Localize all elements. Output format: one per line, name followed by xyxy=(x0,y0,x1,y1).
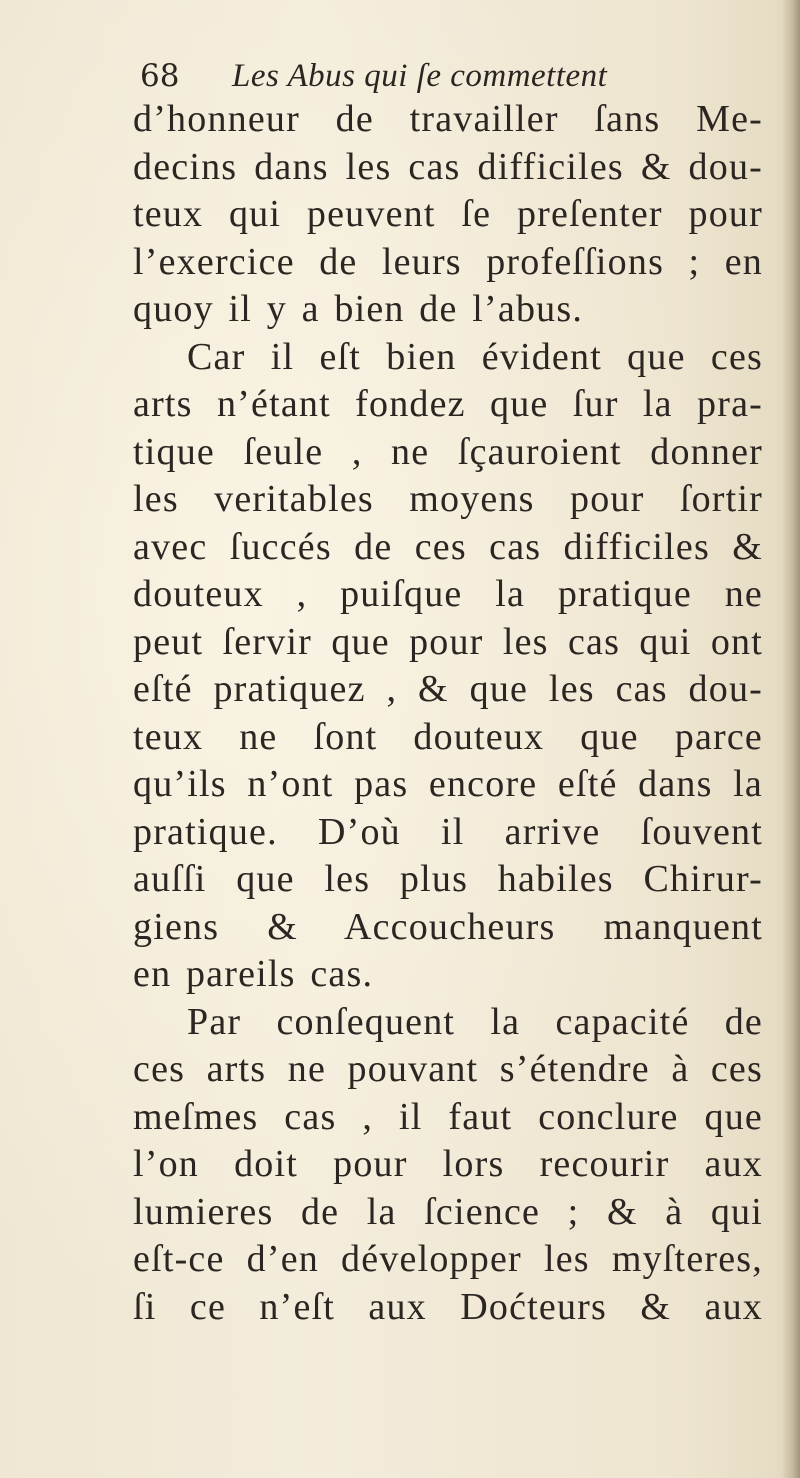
text-line: Par conſequent la capacité de xyxy=(187,1000,763,1043)
body-text xyxy=(133,96,763,1331)
text-line: lumieres de la ſcience ; & à qui xyxy=(133,1190,763,1233)
text-line: douteux , puiſque la pratique ne xyxy=(133,573,763,615)
text-line: d’honneur de travailler ſans Me- xyxy=(133,98,763,140)
running-title: Les Abus qui ſe commettent xyxy=(232,58,608,94)
text-line: arts n’étant fondez que ſur la pra- xyxy=(133,383,763,425)
text-line: ces arts ne pouvant s’étendre à ces xyxy=(133,1048,763,1090)
text-line: l’on doit pour lors recourir aux xyxy=(133,1143,763,1185)
text-line: peut ſervir que pour les cas qui ont xyxy=(133,620,763,663)
text-line: en pareils cas. xyxy=(133,953,374,995)
text-line: pratique. D’où il arrive ſouvent xyxy=(133,810,763,853)
text-line: eſté pratiquez , & que les cas dou- xyxy=(133,668,763,710)
text-line: Car il eſt bien évident que ces xyxy=(187,335,763,378)
text-line: meſmes cas , il faut conclure que xyxy=(133,1095,763,1138)
text-line: tique ſeule , ne ſçauroient donner xyxy=(133,430,763,473)
text-line: decins dans les cas difficiles & dou- xyxy=(133,145,763,188)
text-line: l’exercice de leurs profeſſions ; en xyxy=(133,240,763,283)
text-line: quoy il y a bien de l’abus. xyxy=(133,288,584,330)
text-line: teux qui peuvent ſe preſenter pour xyxy=(133,193,763,235)
text-line: auſſi que les plus habiles Chirur- xyxy=(133,858,763,900)
text-line: giens & Accoucheurs manquent xyxy=(133,905,763,948)
page-number: 68 xyxy=(140,58,180,94)
page-edge-shadow xyxy=(782,0,800,1478)
text-line: les veritables moyens pour ſortir xyxy=(133,478,763,520)
text-line: ſi ce n’eſt aux Doćteurs & aux xyxy=(133,1285,763,1328)
text-line: eſt-ce d’en développer les myſteres, xyxy=(133,1238,763,1280)
text-line: qu’ils n’ont pas encore eſté dans la xyxy=(133,763,763,805)
running-head xyxy=(140,56,760,96)
text-line: avec ſuccés de ces cas difficiles & xyxy=(133,525,763,568)
text-line: teux ne ſont douteux que parce xyxy=(133,715,763,758)
